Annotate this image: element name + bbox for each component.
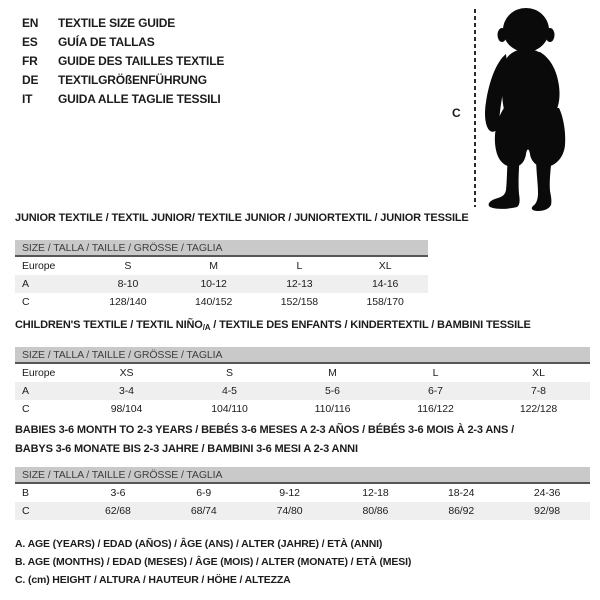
size-header-bar: SIZE / TALLA / TAILLE / GRÖSSE / TAGLIA [15, 467, 590, 484]
age-cell: 18-24 [448, 487, 475, 499]
babies-title-line1: BABIES 3-6 MONTH TO 2-3 YEARS / BEBÉS 3-6 MESES A 2-3 AÑOS / BÉBÉS 3-6 MOIS À 2-3 ANS / [15, 424, 514, 436]
footnote-age-months: B. AGE (MONTHS) / EDAD (MESES) / ÂGE (MOIS) / ALTER (MONATE) / ETÀ (MESI) [15, 556, 412, 568]
age-cell: 12-18 [362, 487, 389, 499]
age-cell: 6-7 [428, 385, 443, 397]
height-cell: 62/68 [105, 505, 131, 517]
height-cell: 140/152 [194, 296, 233, 308]
age-cell: 9-12 [279, 487, 300, 499]
language-code: IT [22, 91, 33, 106]
height-cell: 152/158 [280, 296, 318, 308]
height-cell: 158/170 [366, 296, 404, 308]
row-label: B [22, 487, 29, 499]
age-cell: 12-13 [286, 278, 313, 290]
row-label: A [22, 278, 29, 290]
height-cell: 92/98 [534, 505, 560, 517]
children-table-title: CHILDREN'S TEXTILE / TEXTIL NIÑO/A / TEXTILE DES ENFANTS / KINDERTEXTIL / BAMBINI TESSILE [15, 319, 531, 332]
height-cell: 116/122 [417, 403, 454, 415]
table-row [15, 400, 590, 418]
babies-size-table [15, 467, 590, 520]
table-row [15, 293, 428, 311]
size-cell: S [124, 260, 132, 272]
size-cell: L [432, 367, 439, 379]
size-header-bar: SIZE / TALLA / TAILLE / GRÖSSE / TAGLIA [15, 240, 428, 257]
height-cell: 74/80 [276, 505, 303, 517]
junior-table-title: JUNIOR TEXTILE / TEXTIL JUNIOR/ TEXTILE JUNIOR / JUNIORTEXTIL / JUNIOR TESSILE [15, 212, 469, 224]
age-cell: 14-16 [371, 278, 399, 290]
size-header-bar: SIZE / TALLA / TAILLE / GRÖSSE / TAGLIA [15, 347, 590, 364]
row-label: A [22, 385, 29, 397]
table-row [15, 257, 428, 275]
size-cell: L [296, 260, 303, 272]
language-code: EN [22, 15, 39, 30]
height-cell: 80/86 [362, 505, 389, 517]
language-guide [22, 13, 224, 108]
language-row [22, 89, 224, 108]
row-label: C [22, 403, 30, 415]
children-size-table [15, 347, 590, 418]
language-row [22, 70, 224, 89]
table-body [15, 257, 428, 311]
language-row [22, 32, 224, 51]
language-title: GUÍA DE TALLAS [58, 34, 155, 49]
row-label: Europe [22, 367, 56, 379]
table-body [15, 364, 590, 418]
language-row [22, 51, 224, 70]
age-cell: 5-6 [325, 385, 340, 397]
language-title: TEXTILGRÖßENFÜHRUNG [58, 72, 207, 87]
age-cell: 8-10 [117, 278, 139, 290]
size-cell: XS [119, 367, 134, 379]
footnote-height: C. (cm) HEIGHT / ALTURA / HAUTEUR / HÖHE / ALTEZZA [15, 574, 291, 586]
height-cell: 104/110 [211, 403, 248, 415]
height-measure-label: C [452, 106, 461, 120]
language-code: FR [22, 53, 38, 68]
language-code: ES [22, 34, 38, 49]
age-cell: 4-5 [222, 385, 237, 397]
table-row [15, 275, 428, 293]
babies-title-line2: BABYS 3-6 MONATE BIS 2-3 JAHRE / BAMBINI 3-6 MESI A 2-3 ANNI [15, 443, 358, 455]
table-row [15, 382, 590, 400]
age-cell: 3-4 [119, 385, 134, 397]
size-cell: M [209, 260, 218, 272]
subscript-text: /A [202, 323, 211, 332]
size-cell: XL [378, 260, 392, 272]
height-cell: 68/74 [190, 505, 217, 517]
language-title: GUIDE DES TAILLES TEXTILE [58, 53, 225, 68]
height-cell: 98/104 [110, 403, 143, 415]
row-label: C [22, 505, 30, 517]
table-row [15, 484, 590, 502]
age-cell: 24-36 [533, 487, 561, 499]
size-cell: M [328, 367, 337, 379]
language-title: TEXTILE SIZE GUIDE [58, 15, 176, 30]
height-cell: 128/140 [109, 296, 147, 308]
row-label: Europe [22, 260, 56, 272]
table-body [15, 484, 590, 520]
age-cell: 7-8 [531, 385, 546, 397]
babies-table-title [15, 421, 514, 459]
junior-size-table [15, 240, 428, 311]
age-cell: 3-6 [110, 487, 126, 499]
toddler-silhouette-icon [480, 4, 582, 212]
language-code: DE [22, 72, 39, 87]
language-title: GUIDA ALLE TAGLIE TESSILI [58, 91, 221, 106]
height-cell: 86/92 [448, 505, 475, 517]
size-cell: S [226, 367, 233, 379]
table-row [15, 364, 590, 382]
size-cell: XL [532, 367, 545, 379]
height-cell: 110/116 [314, 403, 351, 415]
footnote-age-years: A. AGE (YEARS) / EDAD (AÑOS) / ÂGE (ANS) / ALTER (JAHRE) / ETÀ (ANNI) [15, 538, 383, 550]
height-dashed-line [474, 9, 476, 207]
age-cell: 10-12 [200, 278, 227, 290]
legend-footnotes [15, 535, 411, 589]
row-label: C [22, 296, 30, 308]
table-row [15, 502, 590, 520]
language-row [22, 13, 224, 32]
age-cell: 6-9 [196, 487, 212, 499]
height-cell: 122/128 [519, 403, 558, 415]
